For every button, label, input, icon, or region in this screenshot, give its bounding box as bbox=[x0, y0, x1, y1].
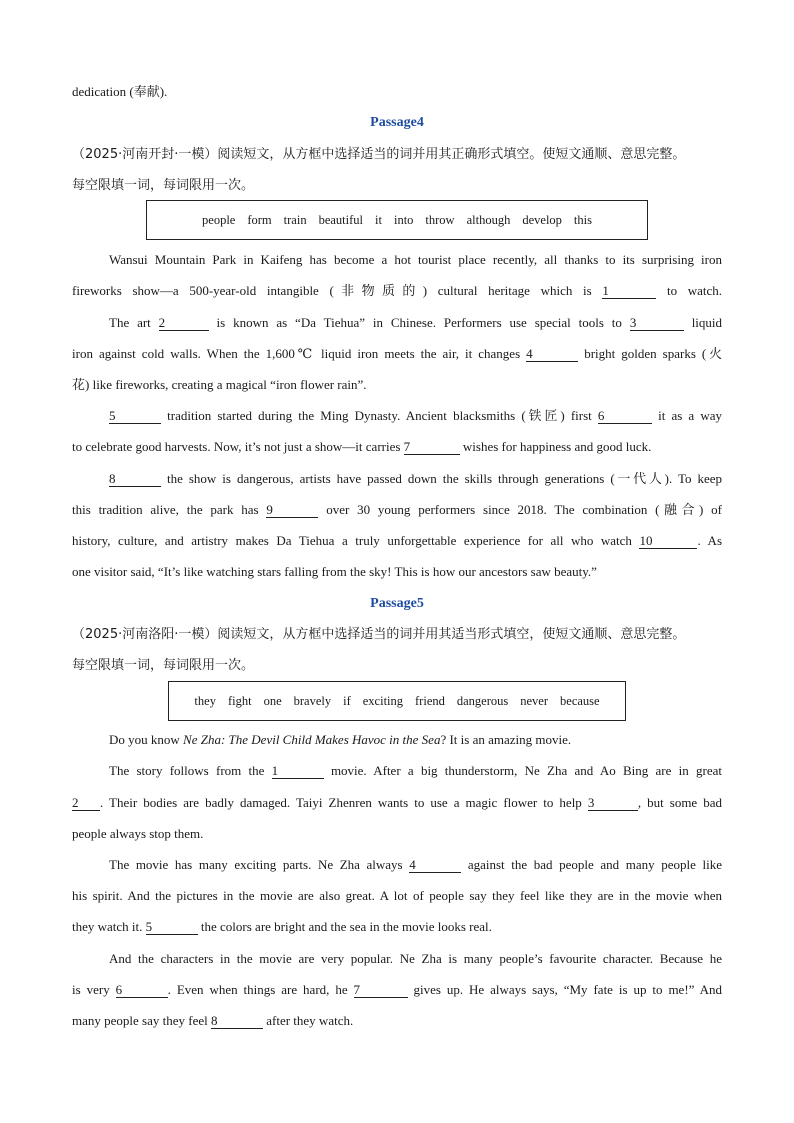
word-bank-item: one bbox=[263, 693, 282, 708]
word-bank-item: fight bbox=[227, 693, 252, 708]
word-bank-item: beautiful bbox=[318, 212, 364, 227]
p4-line-7: to celebrate good harvests. Now, it’s not just a show—it carries 7 wishes for happiness and good luck. bbox=[72, 439, 652, 454]
word-bank-item: into bbox=[393, 212, 414, 227]
passage5-word-bank bbox=[168, 681, 626, 721]
top-fragment: dedication (奉献). bbox=[72, 84, 168, 99]
word-bank-item: bravely bbox=[293, 693, 332, 708]
answer-blank[interactable]: 7 bbox=[404, 440, 460, 455]
word-bank-item: never bbox=[520, 693, 549, 708]
word-bank-item: dangerous bbox=[456, 693, 509, 708]
word-bank-item: if bbox=[343, 693, 351, 708]
answer-blank[interactable]: 5 bbox=[146, 920, 198, 935]
p5-line-5: The movie has many exciting parts. Ne Zha always 4 against the bad people and many people like bbox=[109, 857, 723, 872]
p5-line-7: they watch it. 5 the colors are bright and the sea in the movie looks real. bbox=[72, 919, 492, 934]
passage4-instruction-1: （2025·河南开封·一模）阅读短文，从方框中选择适当的词并用其正确形式填空。使短文通顺、意思完整。 bbox=[72, 147, 686, 162]
p5-line-4: people always stop them. bbox=[72, 826, 204, 841]
word-bank-item: develop bbox=[522, 212, 562, 227]
answer-blank[interactable]: 1 bbox=[272, 764, 324, 779]
p4-line-3: The art 2 is known as “Da Tiehua” in Chinese. Performers use special tools to 3 liquid bbox=[109, 315, 723, 330]
p5-line-1: Do you know Ne Zha: The Devil Child Makes Havoc in the Sea? It is an amazing movie. bbox=[109, 732, 572, 747]
p4-line-1: Wansui Mountain Park in Kaifeng has become a hot tourist place recently, all thanks to its surprising iron bbox=[109, 252, 722, 267]
answer-blank[interactable]: 8 bbox=[109, 472, 161, 487]
answer-blank[interactable]: 6 bbox=[598, 409, 652, 424]
word-bank-item: it bbox=[375, 212, 382, 227]
passage5-instruction-1: （2025·河南洛阳·一模）阅读短文，从方框中选择适当的词并用其适当形式填空，使短文通顺、意思完整。 bbox=[72, 627, 686, 642]
passage4-title: Passage4 bbox=[370, 115, 424, 130]
word-bank-item: friend bbox=[415, 693, 445, 708]
answer-blank[interactable]: 3 bbox=[588, 796, 638, 811]
p4-line-11: one visitor said, “It’s like watching stars falling from the sky! This is how our ancestors saw beauty.” bbox=[72, 564, 597, 579]
answer-blank[interactable]: 3 bbox=[630, 316, 684, 331]
p4-line-4: iron against cold walls. When the 1,600℃ liquid iron meets the air, it changes 4 bright golden sparks (火 bbox=[72, 346, 723, 361]
word-bank-item: form bbox=[247, 212, 272, 227]
p4-line-9: this tradition alive, the park has 9 over 30 young performers since 2018. The combination (融合) of bbox=[72, 502, 723, 517]
answer-blank[interactable]: 5 bbox=[109, 409, 161, 424]
answer-blank[interactable]: 2 bbox=[159, 316, 209, 331]
answer-blank[interactable]: 8 bbox=[211, 1014, 263, 1029]
passage4-instruction-2: 每空限填一词，每词限用一次。 bbox=[72, 178, 255, 193]
answer-blank[interactable]: 6 bbox=[116, 983, 168, 998]
answer-blank[interactable]: 4 bbox=[526, 347, 578, 362]
p5-line-8: And the characters in the movie are very popular. Ne Zha is many people’s favourite character. Because he bbox=[109, 951, 722, 966]
p5-line-6: his spirit. And the pictures in the movie are also great. A lot of people say they feel like they are in the movie when bbox=[72, 888, 722, 903]
word-bank-item: because bbox=[560, 693, 600, 708]
passage5-instruction-2: 每空限填一词，每词限用一次。 bbox=[72, 658, 255, 673]
movie-title: Ne Zha: The Devil Child Makes Havoc in the Sea bbox=[183, 732, 441, 747]
word-bank-item: train bbox=[283, 212, 307, 227]
p5-line-9: is very 6 . Even when things are hard, he 7 gives up. He always says, “My fate is up to me!” And bbox=[72, 982, 723, 997]
p5-line-10: many people say they feel 8 after they watch. bbox=[72, 1013, 354, 1028]
answer-blank[interactable]: 7 bbox=[354, 983, 408, 998]
word-bank-item: exciting bbox=[362, 693, 404, 708]
p4-line-5: 花) like fireworks, creating a magical “iron flower rain”. bbox=[72, 377, 367, 392]
word-bank-item: throw bbox=[425, 212, 455, 227]
p4-line-8: 8 the show is dangerous, artists have passed down the skills through generations (一代人). To keep bbox=[109, 471, 723, 486]
answer-blank[interactable]: 4 bbox=[409, 858, 461, 873]
p5-line-3: 2 . Their bodies are badly damaged. Taiyi Zhenren wants to use a magic flower to help 3 , but some bad bbox=[72, 795, 723, 810]
word-bank-item: people bbox=[202, 212, 236, 227]
p4-line-10: history, culture, and artistry makes Da Tiehua a truly unforgettable experience for all who watch 10 . As bbox=[72, 533, 722, 548]
p4-line-2: fireworks show—a 500-year-old intangible (非物质的) cultural heritage which is 1 to watch. bbox=[72, 283, 723, 298]
answer-blank[interactable]: 2 bbox=[72, 796, 100, 811]
answer-blank[interactable]: 1 bbox=[602, 284, 656, 299]
answer-blank[interactable]: 10 bbox=[639, 534, 697, 549]
word-bank-item: this bbox=[573, 212, 592, 227]
passage4-word-bank bbox=[146, 200, 648, 240]
word-bank-item: they bbox=[194, 693, 216, 708]
word-bank-item: although bbox=[466, 212, 511, 227]
p4-line-6: 5 tradition started during the Ming Dynasty. Ancient blacksmiths (铁匠) first 6 it as a way bbox=[109, 408, 723, 423]
p5-line-2: The story follows from the 1 movie. After a big thunderstorm, Ne Zha and Ao Bing are in great bbox=[109, 763, 723, 778]
passage5-title: Passage5 bbox=[370, 596, 424, 611]
answer-blank[interactable]: 9 bbox=[266, 503, 318, 518]
